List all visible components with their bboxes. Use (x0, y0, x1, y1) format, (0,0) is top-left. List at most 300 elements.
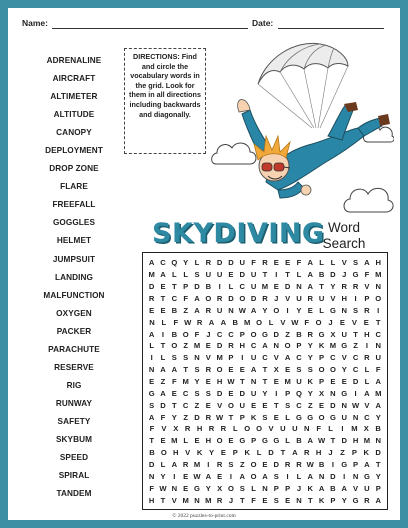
grid-letter[interactable]: I (286, 471, 289, 481)
grid-letter[interactable]: O (284, 341, 291, 351)
grid-letter[interactable]: I (150, 353, 153, 363)
grid-letter[interactable]: T (262, 270, 268, 280)
grid-letter[interactable]: G (352, 270, 359, 280)
grid-letter[interactable]: A (318, 483, 325, 493)
grid-letter[interactable]: E (205, 377, 211, 387)
grid-letter[interactable]: V (171, 495, 177, 505)
grid-letter[interactable]: A (171, 365, 178, 375)
grid-letter[interactable]: O (250, 329, 257, 339)
grid-letter[interactable]: T (353, 329, 358, 339)
grid-letter[interactable]: F (194, 329, 200, 339)
grid-letter[interactable]: G (194, 483, 200, 493)
grid-letter[interactable]: L (319, 258, 324, 268)
grid-letter[interactable]: R (205, 305, 212, 315)
grid-letter[interactable]: R (284, 460, 291, 470)
grid-letter[interactable]: G (273, 436, 280, 446)
grid-letter[interactable]: C (262, 353, 268, 363)
grid-letter[interactable]: A (250, 365, 257, 375)
grid-letter[interactable]: E (160, 282, 166, 292)
grid-letter[interactable]: Z (239, 460, 245, 470)
grid-letter[interactable]: Y (296, 305, 302, 315)
grid-letter[interactable]: U (239, 258, 246, 268)
grid-letter[interactable]: I (286, 305, 289, 315)
grid-letter[interactable]: E (339, 317, 345, 327)
grid-letter[interactable]: E (171, 388, 177, 398)
grid-letter[interactable]: J (274, 294, 279, 303)
grid-letter[interactable]: P (273, 483, 279, 493)
grid-letter[interactable]: N (149, 317, 155, 327)
grid-letter[interactable]: H (375, 258, 381, 268)
grid-letter[interactable]: R (184, 424, 191, 434)
grid-letter[interactable]: R (216, 460, 223, 470)
grid-letter[interactable]: X (273, 365, 279, 375)
grid-letter[interactable]: D (352, 377, 359, 387)
grid-letter[interactable]: O (256, 317, 263, 327)
grid-letter[interactable]: P (228, 353, 234, 363)
grid-letter[interactable]: N (262, 483, 268, 493)
grid-letter[interactable]: X (217, 483, 223, 493)
grid-letter[interactable]: T (273, 400, 279, 410)
grid-letter[interactable]: U (318, 294, 325, 303)
grid-letter[interactable]: F (316, 424, 321, 434)
grid-letter[interactable]: E (363, 317, 369, 327)
grid-letter[interactable]: C (160, 258, 166, 268)
grid-letter[interactable]: Y (208, 448, 215, 458)
grid-letter[interactable]: D (239, 388, 246, 398)
grid-letter[interactable]: A (262, 471, 268, 481)
grid-letter[interactable]: O (171, 341, 178, 351)
grid-letter[interactable]: N (303, 424, 310, 434)
grid-letter[interactable]: A (307, 270, 313, 280)
grid-letter[interactable]: M (205, 495, 212, 505)
grid-letter[interactable]: P (319, 353, 325, 363)
grid-letter[interactable]: O (375, 294, 382, 303)
grid-letter[interactable]: U (292, 424, 298, 434)
grid-letter[interactable]: T (239, 377, 245, 387)
grid-letter[interactable]: V (185, 448, 191, 458)
grid-letter[interactable]: K (244, 448, 250, 458)
grid-letter[interactable]: F (251, 495, 256, 505)
grid-letter[interactable]: U (250, 282, 257, 292)
grid-letter[interactable]: Y (262, 388, 268, 398)
grid-letter[interactable]: M (329, 341, 337, 351)
grid-letter[interactable]: P (239, 329, 245, 339)
grid-letter[interactable]: S (262, 412, 268, 422)
grid-letter[interactable]: Z (160, 377, 166, 387)
grid-letter[interactable]: I (173, 471, 176, 481)
grid-letter[interactable]: H (364, 329, 370, 339)
grid-letter[interactable]: D (284, 282, 291, 292)
grid-letter[interactable]: S (296, 365, 302, 375)
grid-letter[interactable]: N (296, 495, 302, 505)
grid-letter[interactable]: Y (171, 412, 177, 422)
grid-letter[interactable]: O (228, 483, 234, 493)
grid-letter[interactable]: F (172, 377, 177, 387)
grid-letter[interactable]: V (341, 353, 347, 363)
grid-letter[interactable]: L (228, 282, 234, 292)
grid-letter[interactable]: Z (183, 305, 188, 315)
grid-letter[interactable]: O (205, 294, 212, 303)
grid-letter[interactable]: V (285, 294, 291, 303)
grid-letter[interactable]: G (148, 388, 155, 398)
grid-letter[interactable]: Z (183, 412, 188, 422)
grid-letter[interactable]: X (330, 329, 336, 339)
grid-letter[interactable]: V (364, 400, 370, 410)
grid-letter[interactable]: A (292, 448, 298, 458)
grid-letter[interactable]: L (364, 377, 370, 387)
grid-letter[interactable]: E (330, 377, 336, 387)
grid-letter[interactable]: O (250, 460, 257, 470)
grid-letter[interactable]: U (364, 483, 370, 493)
grid-letter[interactable]: E (341, 377, 347, 387)
grid-letter[interactable]: W (291, 317, 299, 327)
grid-letter[interactable]: T (172, 282, 177, 292)
grid-letter[interactable]: I (343, 471, 346, 481)
grid-letter[interactable]: F (149, 424, 155, 434)
grid-letter[interactable]: C (364, 412, 370, 422)
grid-letter[interactable]: J (328, 317, 333, 327)
grid-letter[interactable]: G (307, 412, 314, 422)
grid-letter[interactable]: E (194, 436, 200, 446)
grid-letter[interactable]: N (318, 471, 325, 481)
grid-letter[interactable]: E (149, 377, 155, 387)
grid-letter[interactable]: B (318, 270, 325, 280)
grid-letter[interactable]: R (341, 282, 347, 292)
grid-letter[interactable]: A (307, 258, 313, 268)
grid-letter[interactable]: E (228, 365, 234, 375)
grid-letter[interactable]: V (353, 483, 359, 493)
grid-letter[interactable]: B (171, 329, 178, 339)
grid-letter[interactable]: I (241, 353, 244, 363)
grid-letter[interactable]: E (285, 495, 291, 505)
grid-letter[interactable]: M (171, 436, 178, 446)
grid-letter[interactable]: V (341, 258, 347, 268)
grid-letter[interactable]: W (238, 305, 246, 315)
grid-letter[interactable]: G (341, 341, 348, 351)
grid-letter[interactable]: A (208, 317, 215, 327)
grid-letter[interactable]: E (160, 436, 166, 446)
grid-letter[interactable]: C (296, 400, 302, 410)
grid-letter[interactable]: B (171, 305, 178, 315)
grid-letter[interactable]: J (228, 495, 234, 505)
grid-letter[interactable]: H (341, 294, 347, 303)
grid-letter[interactable]: N (148, 365, 155, 375)
grid-letter[interactable]: R (296, 460, 302, 470)
grid-letter[interactable]: C (296, 353, 302, 363)
grid-letter[interactable]: Y (375, 412, 381, 422)
grid-letter[interactable]: I (354, 294, 357, 303)
grid-letter[interactable]: M (244, 317, 251, 327)
grid-letter[interactable]: W (351, 400, 360, 410)
grid-letter[interactable]: M (363, 436, 371, 446)
grid-letter[interactable]: D (194, 282, 200, 292)
grid-letter[interactable]: E (183, 471, 189, 481)
grid-letter[interactable]: E (149, 305, 155, 315)
grid-letter[interactable]: N (341, 400, 347, 410)
grid-letter[interactable]: R (307, 329, 313, 339)
grid-letter[interactable]: K (318, 495, 325, 505)
word-search-grid[interactable] (142, 252, 388, 510)
grid-letter[interactable]: L (296, 471, 302, 481)
grid-letter[interactable]: L (183, 270, 188, 280)
grid-letter[interactable]: Y (183, 258, 189, 268)
grid-letter[interactable]: K (318, 341, 325, 351)
grid-letter[interactable]: F (183, 294, 188, 303)
grid-letter[interactable]: P (364, 294, 370, 303)
grid-letter[interactable]: T (228, 412, 234, 422)
grid-letter[interactable]: C (352, 365, 359, 375)
grid-letter[interactable]: M (182, 377, 189, 387)
grid-letter[interactable]: E (273, 412, 279, 422)
grid-letter[interactable]: U (239, 400, 246, 410)
grid-letter[interactable]: N (375, 341, 381, 351)
grid-letter[interactable]: R (205, 365, 212, 375)
grid-letter[interactable]: O (318, 365, 325, 375)
grid-letter[interactable]: C (352, 353, 359, 363)
grid-letter[interactable]: Y (262, 305, 268, 315)
grid-letter[interactable]: R (307, 294, 313, 303)
grid-letter[interactable]: R (205, 258, 212, 268)
grid-letter[interactable]: L (160, 353, 166, 363)
grid-letter[interactable]: F (296, 258, 302, 268)
grid-letter[interactable]: E (251, 400, 257, 410)
grid-letter[interactable]: V (268, 424, 274, 434)
grid-letter[interactable]: R (148, 294, 155, 303)
grid-letter[interactable]: O (315, 317, 322, 327)
grid-letter[interactable]: G (329, 412, 336, 422)
grid-letter[interactable]: E (220, 448, 226, 458)
grid-letter[interactable]: B (149, 448, 155, 458)
grid-letter[interactable]: Q (295, 388, 302, 398)
grid-letter[interactable]: M (148, 270, 155, 280)
grid-letter[interactable]: E (262, 400, 268, 410)
grid-letter[interactable]: O (250, 471, 257, 481)
grid-letter[interactable]: D (216, 341, 223, 351)
grid-letter[interactable]: S (353, 305, 359, 315)
grid-letter[interactable]: P (285, 483, 291, 493)
grid-letter[interactable]: I (275, 388, 278, 398)
grid-letter[interactable]: N (194, 353, 200, 363)
grid-letter[interactable]: B (296, 329, 302, 339)
grid-letter[interactable]: L (194, 258, 200, 268)
grid-letter[interactable]: D (148, 460, 155, 470)
grid-letter[interactable]: P (319, 377, 325, 387)
grid-letter[interactable]: R (352, 282, 359, 292)
grid-letter[interactable]: A (194, 305, 200, 315)
grid-letter[interactable]: J (296, 483, 302, 493)
grid-letter[interactable]: Y (194, 377, 200, 387)
grid-letter[interactable]: R (364, 495, 370, 505)
grid-letter[interactable]: W (216, 412, 224, 422)
grid-letter[interactable]: U (205, 270, 212, 280)
grid-letter[interactable]: B (296, 436, 302, 446)
grid-letter[interactable]: M (193, 341, 201, 351)
grid-letter[interactable]: I (207, 460, 210, 470)
grid-letter[interactable]: S (307, 365, 313, 375)
grid-letter[interactable]: G (295, 412, 302, 422)
grid-letter[interactable]: T (239, 495, 245, 505)
name-field-line[interactable] (52, 28, 248, 29)
grid-letter[interactable]: L (328, 424, 333, 434)
grid-letter[interactable]: A (160, 365, 166, 375)
grid-letter[interactable]: R (182, 460, 189, 470)
grid-letter[interactable]: O (329, 365, 336, 375)
grid-letter[interactable]: I (331, 460, 334, 470)
grid-letter[interactable]: C (182, 388, 189, 398)
grid-letter[interactable]: T (183, 365, 188, 375)
grid-letter[interactable]: R (216, 294, 223, 303)
grid-letter[interactable]: A (307, 282, 313, 292)
grid-letter[interactable]: D (228, 258, 234, 268)
grid-letter[interactable]: M (375, 388, 382, 398)
grid-letter[interactable]: S (205, 388, 211, 398)
grid-letter[interactable]: L (232, 424, 238, 434)
grid-letter[interactable]: T (307, 495, 313, 505)
grid-letter[interactable]: T (262, 365, 268, 375)
grid-letter[interactable]: T (280, 448, 286, 458)
grid-letter[interactable]: G (352, 495, 359, 505)
grid-letter[interactable]: U (250, 353, 257, 363)
grid-letter[interactable]: N (273, 341, 280, 351)
grid-letter[interactable]: D (228, 294, 234, 303)
grid-letter[interactable]: Y (307, 341, 313, 351)
grid-letter[interactable]: U (216, 270, 223, 280)
grid-letter[interactable]: A (160, 270, 166, 280)
grid-letter[interactable]: L (285, 412, 290, 422)
grid-letter[interactable]: O (273, 305, 280, 315)
grid-letter[interactable]: A (364, 460, 370, 470)
grid-letter[interactable]: K (307, 377, 313, 387)
grid-letter[interactable]: G (318, 329, 325, 339)
grid-letter[interactable]: U (341, 329, 347, 339)
grid-letter[interactable]: Q (171, 258, 178, 268)
grid-letter[interactable]: W (306, 460, 314, 470)
grid-letter[interactable]: D (273, 329, 280, 339)
grid-letter[interactable]: U (280, 424, 286, 434)
grid-letter[interactable]: I (275, 270, 278, 280)
grid-letter[interactable]: V (273, 353, 279, 363)
grid-letter[interactable]: A (205, 471, 212, 481)
grid-letter[interactable]: U (250, 388, 257, 398)
grid-letter[interactable]: J (328, 448, 333, 458)
grid-letter[interactable]: N (341, 305, 347, 315)
grid-letter[interactable]: R (220, 424, 227, 434)
grid-letter[interactable]: A (262, 341, 268, 351)
grid-letter[interactable]: S (194, 388, 200, 398)
grid-letter[interactable]: V (217, 400, 223, 410)
grid-letter[interactable]: Y (307, 388, 313, 398)
grid-letter[interactable]: U (296, 377, 302, 387)
grid-letter[interactable]: F (251, 258, 256, 268)
grid-letter[interactable]: S (285, 400, 291, 410)
grid-letter[interactable]: Y (330, 282, 336, 292)
grid-letter[interactable]: I (341, 424, 344, 434)
grid-letter[interactable]: E (183, 483, 189, 493)
grid-letter[interactable]: A (284, 353, 291, 363)
grid-letter[interactable]: R (262, 258, 268, 268)
grid-letter[interactable]: T (285, 270, 290, 280)
grid-letter[interactable]: S (149, 400, 155, 410)
grid-letter[interactable]: M (261, 282, 269, 292)
grid-letter[interactable]: C (239, 282, 246, 292)
grid-letter[interactable]: O (160, 448, 167, 458)
grid-letter[interactable]: G (239, 436, 246, 446)
grid-letter[interactable]: D (341, 436, 347, 446)
grid-letter[interactable]: D (160, 400, 166, 410)
grid-letter[interactable]: D (216, 258, 223, 268)
grid-letter[interactable]: R (303, 448, 310, 458)
grid-letter[interactable]: E (217, 471, 223, 481)
grid-letter[interactable]: S (194, 270, 200, 280)
grid-letter[interactable]: K (307, 483, 313, 493)
grid-letter[interactable]: P (351, 448, 357, 458)
grid-letter[interactable]: L (149, 341, 154, 351)
grid-letter[interactable]: J (206, 329, 211, 339)
grid-letter[interactable]: Y (375, 471, 381, 481)
grid-letter[interactable]: O (182, 329, 189, 339)
grid-letter[interactable]: C (216, 329, 223, 339)
grid-letter[interactable]: N (296, 282, 302, 292)
grid-letter[interactable]: A (307, 436, 313, 446)
grid-letter[interactable]: C (228, 329, 234, 339)
grid-letter[interactable]: T (160, 495, 166, 505)
grid-letter[interactable]: F (375, 365, 381, 375)
grid-letter[interactable]: U (216, 305, 223, 315)
grid-letter[interactable]: S (273, 471, 279, 481)
grid-letter[interactable]: A (160, 388, 166, 398)
grid-letter[interactable]: Z (353, 341, 358, 351)
grid-letter[interactable]: D (148, 282, 155, 292)
grid-letter[interactable]: A (364, 258, 370, 268)
grid-letter[interactable]: H (216, 377, 223, 387)
grid-letter[interactable]: C (250, 341, 257, 351)
grid-letter[interactable]: D (273, 460, 280, 470)
grid-letter[interactable]: X (173, 424, 179, 434)
grid-letter[interactable]: Z (183, 341, 188, 351)
grid-letter[interactable]: B (318, 460, 325, 470)
grid-letter[interactable]: N (194, 495, 200, 505)
grid-letter[interactable]: G (341, 460, 348, 470)
grid-letter[interactable]: N (330, 388, 336, 398)
grid-letter[interactable]: I (365, 341, 368, 351)
grid-letter[interactable]: W (193, 471, 201, 481)
grid-letter[interactable]: E (307, 305, 313, 315)
grid-letter[interactable]: D (268, 448, 274, 458)
grid-letter[interactable]: A (171, 460, 178, 470)
grid-letter[interactable]: H (205, 436, 212, 446)
grid-letter[interactable]: D (375, 448, 381, 458)
grid-letter[interactable]: N (250, 377, 257, 387)
grid-letter[interactable]: L (296, 270, 302, 280)
grid-letter[interactable]: U (375, 353, 381, 363)
grid-letter[interactable]: O (228, 400, 234, 410)
grid-letter[interactable]: E (273, 377, 279, 387)
grid-letter[interactable]: D (330, 471, 336, 481)
grid-letter[interactable]: R (216, 495, 223, 505)
grid-letter[interactable]: W (227, 377, 235, 387)
grid-letter[interactable]: G (341, 388, 348, 398)
grid-letter[interactable]: P (353, 460, 359, 470)
grid-letter[interactable]: A (194, 294, 200, 303)
grid-letter[interactable]: O (216, 365, 223, 375)
grid-letter[interactable]: H (315, 448, 322, 458)
grid-letter[interactable]: R (228, 341, 234, 351)
grid-letter[interactable]: L (364, 365, 370, 375)
grid-letter[interactable]: V (351, 317, 357, 327)
grid-letter[interactable]: L (183, 436, 188, 446)
date-field-line[interactable] (278, 28, 384, 29)
grid-letter[interactable]: F (149, 483, 154, 493)
